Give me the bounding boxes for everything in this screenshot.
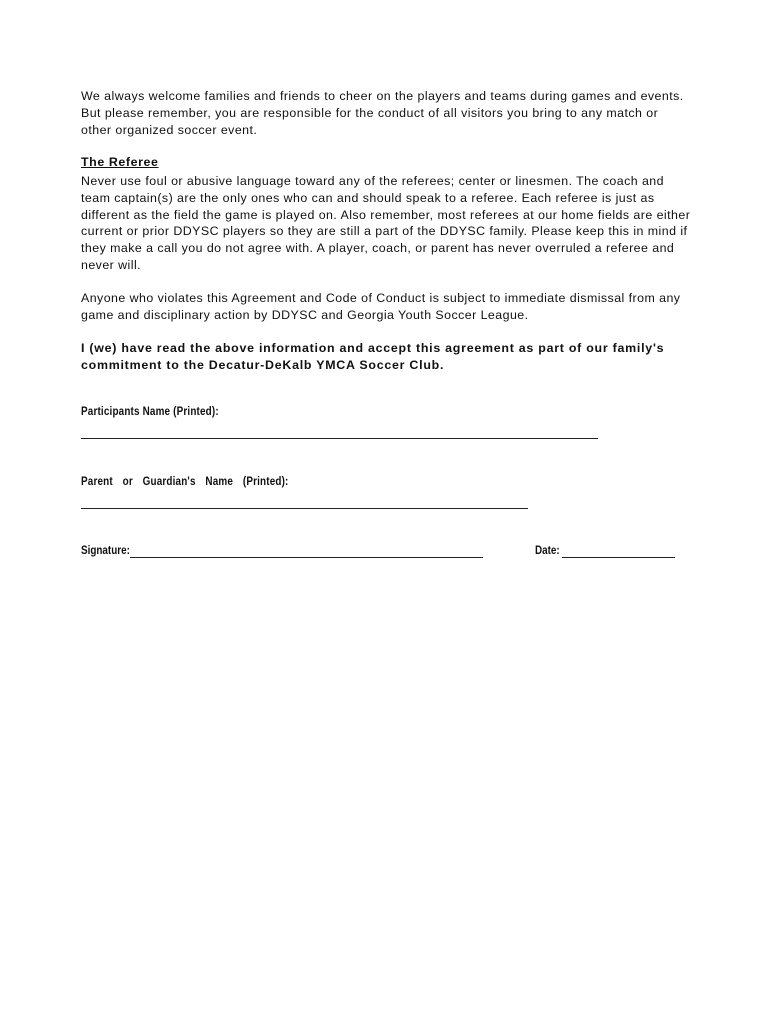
violation-paragraph: Anyone who violates this Agreement and Code of Conduct is subject to immediate dismissal from any game and disciplinary action by DDYSC and Georgia Youth Soccer League. xyxy=(81,291,681,322)
visitors-paragraph: We always welcome families and friends to cheer on the players and teams during games and events. But please remember, you are responsible for the conduct of all visitors you bring to any match or other organized soccer event. xyxy=(81,89,684,137)
referee-heading: The Referee xyxy=(81,155,159,169)
guardian-name-label: Parent or Guardian's Name (Printed): xyxy=(81,476,289,488)
signature-label: Signature: xyxy=(81,545,130,557)
participant-name-field[interactable] xyxy=(81,438,598,439)
participant-name-label: Participants Name (Printed): xyxy=(81,406,219,418)
date-label: Date: xyxy=(535,545,560,557)
acceptance-paragraph: I (we) have read the above information and accept this agreement as part of our family's commitment to the Decatur-DeKalb YMCA Soccer Club. xyxy=(81,341,665,372)
guardian-name-field[interactable] xyxy=(81,508,528,509)
signature-field[interactable] xyxy=(130,557,483,558)
referee-paragraph: Never use foul or abusive language toward any of the referees; center or linesmen. The coach and team captain(s) are the only ones who can and should speak to a referee. Each referee is just as different as the field the game is played on. Also remember, most referees at our home fields are either current or prior DDYSC players so they are still a part of the DDYSC family. Please keep this in mind if they make a call you do not agree with. A player, coach, or parent has never overruled a referee and never will. xyxy=(81,174,691,272)
date-field[interactable] xyxy=(562,557,675,558)
